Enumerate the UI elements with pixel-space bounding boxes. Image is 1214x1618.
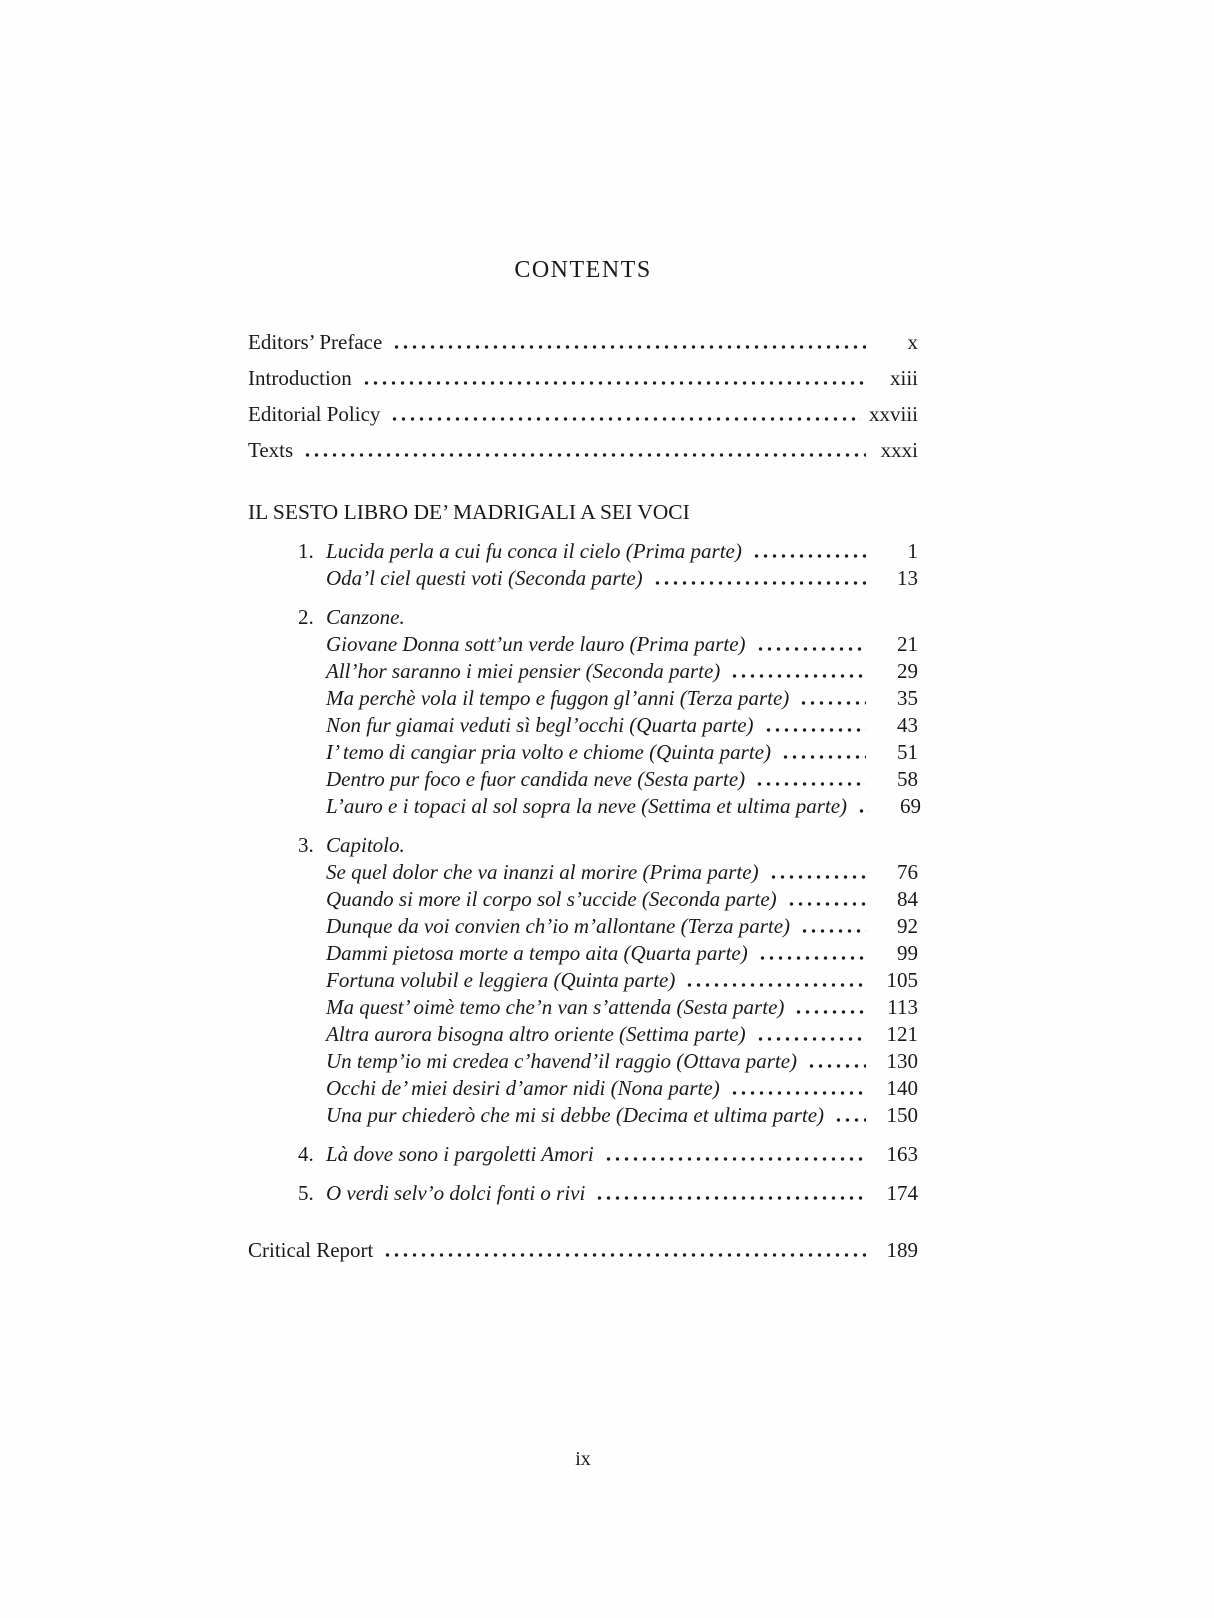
dot-leader-icon [755, 782, 866, 786]
dot-leader-icon [383, 1253, 866, 1257]
toc-row [248, 324, 918, 360]
toc-page-number: 174 [886, 1181, 918, 1205]
toc-entry-title: Se quel dolor che va inanzi al morire (Prima parte) [326, 860, 759, 884]
item-number: 4. [298, 1142, 314, 1166]
page-title: CONTENTS [514, 257, 652, 283]
toc-page-number: 69 [900, 794, 922, 818]
toc-row [326, 1075, 918, 1102]
toc-page-number: 113 [887, 995, 918, 1019]
toc-entry-title: Lucida perla a cui fu conca il cielo (Prima parte) [326, 539, 742, 563]
toc-page-number: xxviii [868, 402, 918, 426]
dot-leader-icon [730, 674, 866, 678]
toc-row [326, 1102, 918, 1129]
toc-entry-title: Texts [248, 438, 294, 462]
toc-entry-title: Fortuna volubil e leggiera (Quinta parte) [326, 968, 676, 992]
dot-leader-icon [730, 1091, 866, 1095]
toc-entry-title: Critical Report [248, 1238, 374, 1262]
toc-entry-title: Quando si more il corpo sol s’uccide (Seconda parte) [326, 887, 777, 911]
item-lines [326, 604, 922, 820]
dot-leader-icon [390, 417, 861, 421]
toc-page-number: 76 [897, 860, 918, 884]
dot-leader-icon [653, 581, 866, 585]
toc-row [326, 1021, 918, 1048]
toc-page-number: 189 [886, 1238, 918, 1262]
item-number: 1. [298, 539, 314, 563]
toc-row [326, 1141, 918, 1168]
toc-items-list [248, 538, 922, 1207]
dot-leader-icon [834, 1118, 866, 1122]
toc-entry-title: Là dove sono i pargoletti Amori [326, 1142, 594, 1166]
toc-page-number: xxxi [880, 438, 918, 462]
toc-entry-title: Giovane Donna sott’un verde lauro (Prima parte) [326, 632, 746, 656]
toc-row [326, 631, 918, 658]
toc-item [248, 1180, 918, 1207]
toc-page-number: 35 [897, 686, 918, 710]
back-matter-list [248, 1232, 918, 1268]
item-lines [326, 1180, 918, 1207]
toc-page-number: 140 [886, 1076, 918, 1100]
toc-entry-title: Un temp’io mi credea c’havend’il raggio (Ottava parte) [326, 1049, 798, 1073]
toc-entry-title: Non fur giamai veduti sì begl’occhi (Quarta parte) [326, 713, 754, 737]
toc-row [326, 967, 918, 994]
item-number: 2. [298, 605, 314, 629]
toc-entry-title: Editorial Policy [248, 402, 381, 426]
dot-leader-icon [756, 1037, 866, 1041]
toc-entry-title: Dammi pietosa morte a tempo aita (Quarta parte) [326, 941, 748, 965]
toc-row [326, 1180, 918, 1207]
toc-item [248, 1141, 918, 1168]
dot-leader-icon [362, 381, 866, 385]
toc-entry-title: Oda’l ciel questi voti (Seconda parte) [326, 566, 643, 590]
toc-item [248, 604, 922, 820]
toc-page-number: 13 [897, 566, 918, 590]
toc-entry-title: Introduction [248, 366, 352, 390]
dot-leader-icon [807, 1064, 866, 1068]
toc-page-number: 163 [886, 1142, 918, 1166]
toc-row [326, 658, 918, 685]
toc-page-number: 150 [886, 1103, 918, 1127]
dot-leader-icon [857, 809, 869, 813]
dot-leader-icon [685, 983, 866, 987]
toc-page-number: 92 [897, 914, 918, 938]
dot-leader-icon [595, 1196, 866, 1200]
toc-row [326, 1048, 918, 1075]
dot-leader-icon [752, 554, 866, 558]
dot-leader-icon [756, 647, 866, 651]
toc-page-number: 51 [897, 740, 918, 764]
dot-leader-icon [758, 956, 866, 960]
toc-row [326, 739, 918, 766]
toc-entry-title: L’auro e i topaci al sol sopra la neve (Settima et ultima parte) [326, 794, 848, 818]
dot-leader-icon [781, 755, 866, 759]
toc-entry-title: Editors’ Preface [248, 330, 383, 354]
dot-leader-icon [303, 453, 866, 457]
item-number: 5. [298, 1181, 314, 1205]
toc-page-number: 121 [886, 1022, 918, 1046]
dot-leader-icon [392, 345, 866, 349]
toc-entry-title: All’hor saranno i miei pensier (Seconda parte) [326, 659, 721, 683]
toc-entry-title: O verdi selv’o dolci fonti o rivi [326, 1181, 586, 1205]
toc-row [326, 712, 918, 739]
toc-entry-title: Occhi de’ miei desiri d’amor nidi (Nona parte) [326, 1076, 720, 1100]
toc-row [326, 994, 918, 1021]
toc-entry-title: Altra aurora bisogna altro oriente (Settima parte) [326, 1022, 746, 1046]
toc-entry-title: Dunque da voi convien ch’io m’allontane (Terza parte) [326, 914, 791, 938]
toc-row [326, 685, 918, 712]
dot-leader-icon [787, 902, 866, 906]
toc-page-number: 84 [897, 887, 918, 911]
toc-row [326, 793, 922, 820]
toc-entry-title: Ma perchè vola il tempo e fuggon gl’anni (Terza parte) [326, 686, 790, 710]
toc-content [248, 256, 922, 1268]
item-lines [326, 538, 918, 592]
toc-entry-title: Una pur chiederò che mi si debbe (Decima et ultima parte) [326, 1103, 825, 1127]
toc-row [248, 396, 918, 432]
toc-entry-title: Ma quest’ oimè temo che’n van s’attenda (Sesta parte) [326, 995, 785, 1019]
toc-row [326, 859, 918, 886]
toc-row [326, 538, 918, 565]
toc-item [248, 538, 918, 592]
toc-item [248, 832, 918, 1129]
folio-page-number: ix [575, 1448, 591, 1470]
dot-leader-icon [794, 1010, 866, 1014]
item-heading: Canzone. [326, 605, 405, 629]
toc-row [248, 1232, 918, 1268]
toc-page-number: 29 [897, 659, 918, 683]
section-heading: IL SESTO LIBRO DE’ MADRIGALI A SEI VOCI [248, 500, 690, 524]
dot-leader-icon [800, 929, 866, 933]
toc-row [326, 565, 918, 592]
toc-row [326, 886, 918, 913]
toc-page-number: x [907, 330, 918, 354]
toc-entry-title: Dentro pur foco e fuor candida neve (Sesta parte) [326, 767, 746, 791]
item-lines [326, 1141, 918, 1168]
toc-page-number: 21 [897, 632, 918, 656]
toc-row [248, 360, 918, 396]
dot-leader-icon [769, 875, 866, 879]
toc-page-number: 105 [886, 968, 918, 992]
toc-page-number: 99 [897, 941, 918, 965]
item-heading: Capitolo. [326, 833, 405, 857]
dot-leader-icon [604, 1157, 866, 1161]
toc-page-number: 58 [897, 767, 918, 791]
dot-leader-icon [799, 701, 866, 705]
toc-page-number: xiii [889, 366, 918, 390]
item-number: 3. [298, 833, 314, 857]
toc-row [326, 913, 918, 940]
toc-row [248, 432, 918, 468]
toc-page-number: 43 [897, 713, 918, 737]
toc-page-number: 130 [886, 1049, 918, 1073]
toc-row [326, 940, 918, 967]
dot-leader-icon [764, 728, 866, 732]
toc-page-number: 1 [907, 539, 918, 563]
toc-entry-title: I’ temo di cangiar pria volto e chiome (Quinta parte) [326, 740, 771, 764]
toc-row [326, 766, 918, 793]
item-lines [326, 832, 918, 1129]
front-matter-list [248, 324, 918, 468]
